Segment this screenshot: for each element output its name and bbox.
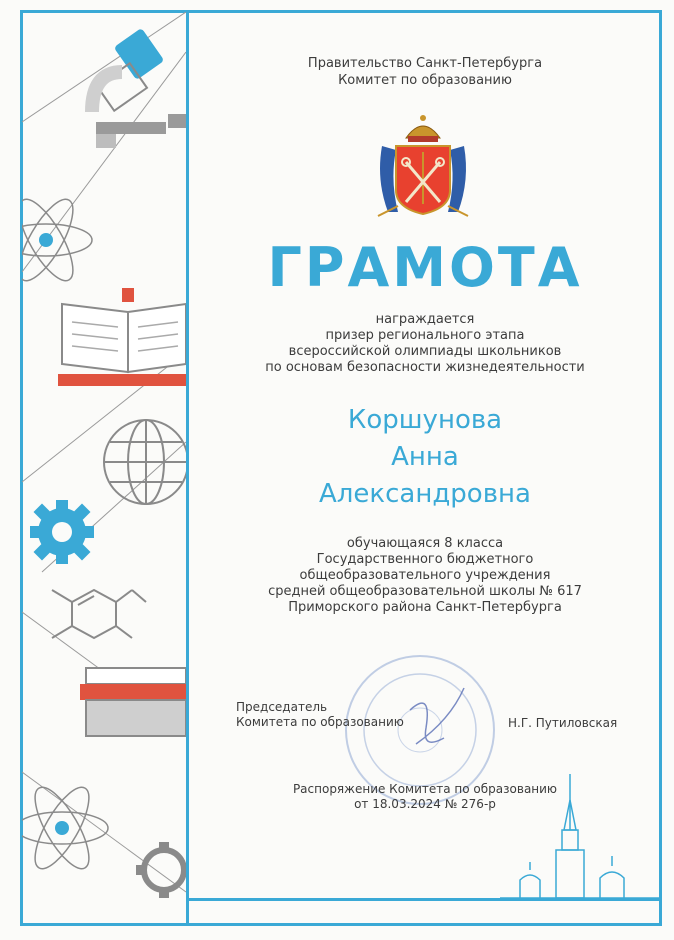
- books-stack-icon: [80, 668, 186, 736]
- atom-icon: [22, 192, 92, 288]
- atom-icon: [22, 780, 108, 876]
- study-line: обучающаяся 8 класса: [346, 536, 504, 551]
- award-line: призер регионального этапа: [325, 328, 525, 343]
- signatory-role-line: Председатель: [236, 700, 328, 714]
- award-line: награждается: [375, 312, 475, 327]
- cathedral-spire-icon: [500, 770, 660, 900]
- award-line: по основам безопасности жизнедеятельности: [265, 360, 585, 375]
- issuer-header: [190, 55, 660, 89]
- recipient-name: [190, 402, 660, 513]
- signatory-name: Н.Г. Путиловская: [508, 716, 618, 730]
- gear-icon: [30, 500, 94, 564]
- science-decoration: [22, 12, 186, 924]
- recipient-patronymic: Александровна: [319, 479, 531, 509]
- award-line: всероссийской олимпиады школьников: [288, 344, 562, 359]
- gear-icon: [136, 842, 186, 898]
- issuer-government: Правительство Санкт-Петербурга: [307, 56, 543, 71]
- award-description: [190, 312, 660, 376]
- order-line: Распоряжение Комитета по образованию: [292, 782, 558, 796]
- open-book-icon: [58, 288, 186, 386]
- recipient-surname: Коршунова: [347, 405, 503, 435]
- order-line: от 18.03.2024 № 276-р: [354, 797, 496, 811]
- microscope-icon: [92, 28, 186, 148]
- certificate-title: ГРАМОТА: [267, 236, 583, 299]
- study-line: Государственного бюджетного: [316, 552, 534, 567]
- molecule-icon: [52, 590, 146, 638]
- study-line: средней общеобразовательной школы № 617: [268, 584, 582, 599]
- frame-divider: [186, 10, 189, 926]
- issuer-committee: Комитет по образованию: [338, 73, 512, 88]
- saint-petersburg-coat-of-arms-icon: [368, 110, 478, 222]
- study-line: Приморского района Санкт-Петербурга: [288, 600, 562, 615]
- recipient-first-name: Анна: [391, 442, 459, 472]
- school-description: [190, 536, 660, 616]
- globe-icon: [104, 420, 186, 504]
- study-line: общеобразовательного учреждения: [299, 568, 551, 583]
- signatory-role-line: Комитета по образованию: [236, 715, 404, 729]
- signatory-role: [236, 700, 404, 730]
